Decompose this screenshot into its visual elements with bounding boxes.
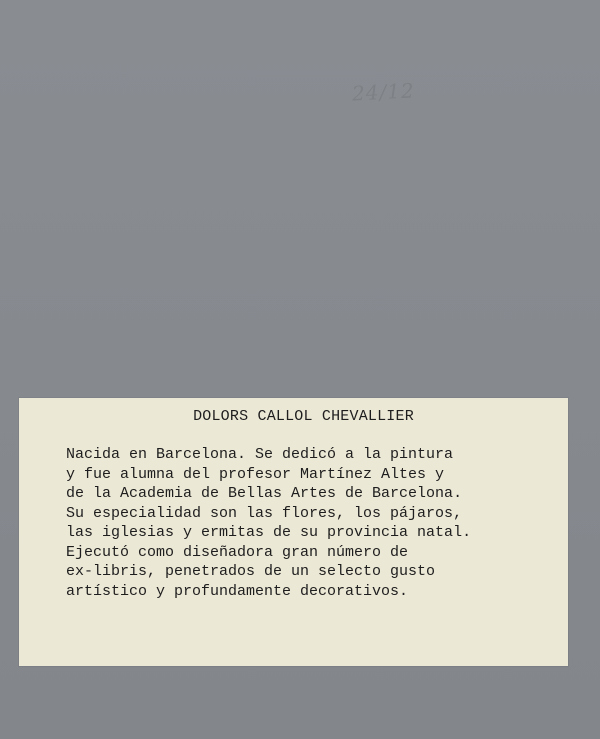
pencil-annotation: 24/12 <box>351 78 416 106</box>
body-line: Su especialidad son las flores, los pájaros, <box>66 504 463 522</box>
body-line: y fue alumna del profesor Martínez Altes y <box>66 465 445 483</box>
biography-card <box>19 398 568 666</box>
body-line: Nacida en Barcelona. Se dedicó a la pintura <box>66 446 454 463</box>
body-line: las iglesias y ermitas de su provincia natal. <box>66 524 472 541</box>
card-body <box>66 445 556 601</box>
card-title: DOLORS CALLOL CHEVALLIER <box>193 408 414 425</box>
body-line: Ejecutó como diseñadora gran número de <box>66 543 409 561</box>
body-line: ex-libris, penetrados de un selecto gusto <box>66 563 436 580</box>
body-line: de la Academia de Bellas Artes de Barcelona. <box>66 485 463 502</box>
body-line: artístico y profundamente decorativos. <box>66 582 409 600</box>
